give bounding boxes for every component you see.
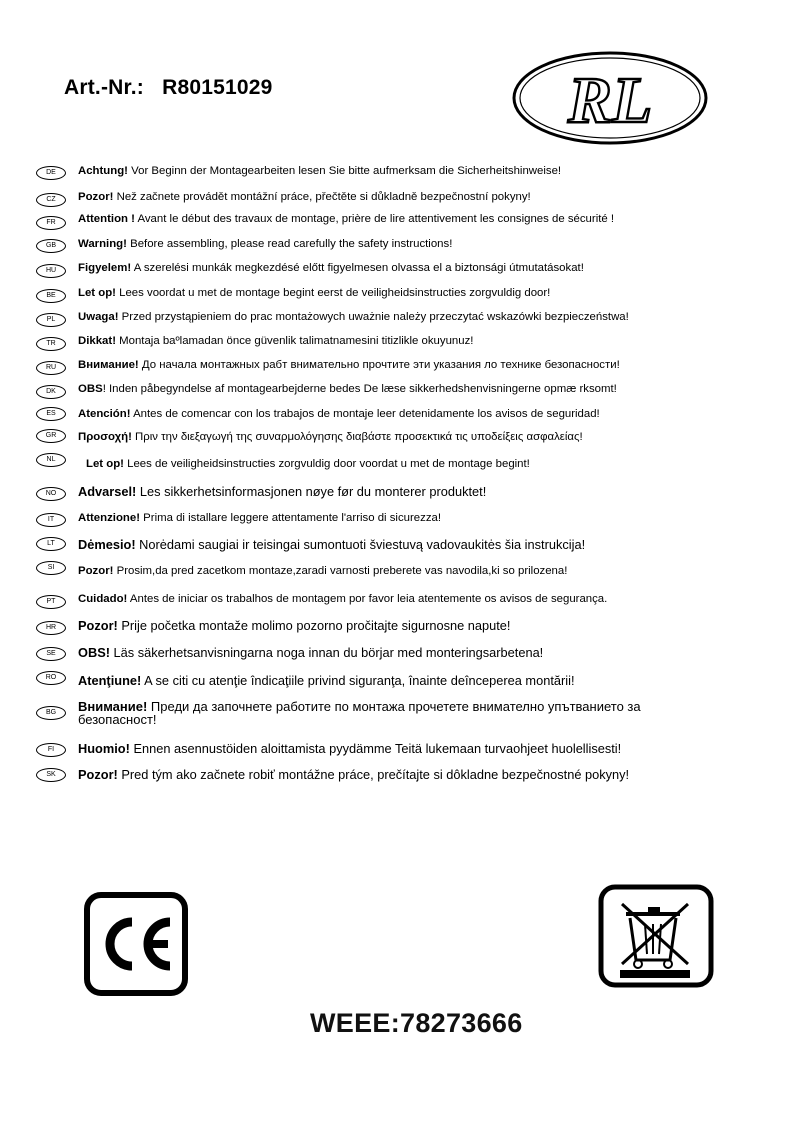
warning-text: Antes de comencar con los trabajos de montaje leer detenidamente los avisos de seguridad! <box>130 408 600 420</box>
warning-text: Pred tým ako začnete robiť montážne práce, prečítajte si dôkladne bezpečnostné pokyny! <box>117 767 630 782</box>
country-badge: SI <box>36 561 66 575</box>
warning-text: Než začnete provádět montážní práce, přečtěte si důkladně bezpečnostní pokyny! <box>113 191 531 203</box>
country-badge: HR <box>36 621 66 635</box>
logo-text: RL <box>567 64 653 137</box>
rl-logo <box>512 50 708 146</box>
warning-text: Norėdami saugiai ir teisingai sumontuoti šviestuvą vadovaukitės šia instrukcija! <box>135 537 586 552</box>
country-badge: SK <box>36 768 66 782</box>
country-badge: DE <box>36 166 66 180</box>
warning-text: Les sikkerhetsinformasjonen nøye før du monterer produktet! <box>136 484 487 499</box>
warning-text: Преди да започнете работите по монтажа прочетете внимателно упътванието за безопасност! <box>78 699 641 727</box>
warning-text: Prije početka montaže molimo pozorno pročitajte sigurnosne napute! <box>117 618 511 633</box>
warning-text: Prima di istallare leggere attentamente l'arriso di sicurezza! <box>140 512 442 524</box>
warning-text: Lees de veiligheidsinstructies zorgvuldig door voordat u met de montage begint! <box>123 458 530 470</box>
country-badge: DK <box>36 385 66 399</box>
warning-bold: Let op! <box>86 458 124 470</box>
country-badge: IT <box>36 513 66 527</box>
country-badge: GB <box>36 239 66 253</box>
article-number-title <box>64 76 272 100</box>
warning-text: Ennen asennustöiden aloittamista pyydämme Teitä lukemaan turvaohjeet huolellisesti! <box>129 741 622 756</box>
warning-text: Before assembling, please read carefully the safety instructions! <box>126 238 453 250</box>
warning-bold: OBS! <box>78 645 110 660</box>
warning-bold: Pozor! <box>78 565 114 577</box>
country-badge: FR <box>36 216 66 230</box>
country-badge: RO <box>36 671 66 685</box>
ce-mark-icon <box>84 892 188 996</box>
country-badge: BE <box>36 289 66 303</box>
country-badge: RU <box>36 361 66 375</box>
warning-text: Lees voordat u met de montage begint eerst de veiligheidsinstructies zorgvuldig door! <box>115 287 551 299</box>
warning-text: ! Inden påbegyndelse af montagearbejderne bedes De læse sikkerhedshenvisningerne opmæ rksomt! <box>102 383 617 395</box>
warning-text: Montaja baºlamadan önce güvenlik talimatnamesini titizlikle okuyunuz! <box>115 335 474 347</box>
warning-text: Prosim,da pred zacetkom montaze,zaradi varnosti preberete vas navodila,ki so prilozena! <box>113 565 568 577</box>
warning-bold: Dikkat! <box>78 335 116 347</box>
country-badge: BG <box>36 706 66 720</box>
country-badge: ES <box>36 407 66 421</box>
country-badge: PL <box>36 313 66 327</box>
warning-bold: Achtung! <box>78 165 128 177</box>
warning-bold: Pozor! <box>78 191 114 203</box>
warning-text: Vor Beginn der Montagearbeiten lesen Sie bitte aufmerksam die Sicherheitshinweise! <box>127 165 562 177</box>
country-badge: FI <box>36 743 66 757</box>
country-badge: SE <box>36 647 66 661</box>
country-badge: NO <box>36 487 66 501</box>
warning-bold: Cuidado! <box>78 593 128 605</box>
warning-bold: Pozor! <box>78 767 118 782</box>
country-badge: CZ <box>36 193 66 207</box>
warning-bold: Attention ! <box>78 213 135 225</box>
warning-text: До начала монтажных рабт внимательно прочтите эти указания ло технике безопасности! <box>138 359 620 371</box>
warning-text: Antes de iniciar os trabalhos de montagem por favor leia atentemente os avisos de segurança. <box>127 593 608 605</box>
warning-bold: Uwaga! <box>78 311 119 323</box>
country-badge: HU <box>36 264 66 278</box>
country-badge: GR <box>36 429 66 443</box>
warning-bold: Warning! <box>78 238 127 250</box>
warning-bold: Huomio! <box>78 741 130 756</box>
country-badge: LT <box>36 537 66 551</box>
article-number: R80151029 <box>162 76 273 99</box>
warning-bold: Pozor! <box>78 618 118 633</box>
warning-bold: Figyelem! <box>78 262 132 274</box>
article-label: Art.-Nr.: <box>64 76 144 99</box>
warning-bold: OBS <box>78 383 103 395</box>
warning-bold: Внимание! <box>78 699 148 714</box>
warning-bold: Внимание! <box>78 359 139 371</box>
warning-bold: Atenţiune! <box>78 673 142 688</box>
country-badge: TR <box>36 337 66 351</box>
warning-bold: Attenzione! <box>78 512 141 524</box>
warning-bold: Atención! <box>78 408 131 420</box>
warning-bold: Προσοχή! <box>78 431 132 443</box>
warning-bold: Advarsel! <box>78 484 137 499</box>
warning-text: Läs säkerhetsanvisningarna noga innan du börjar med monteringsarbetena! <box>110 645 544 660</box>
warning-text: Avant le début des travaux de montage, prière de lire attentivement les consignes de sécurité ! <box>134 213 615 225</box>
country-badge: PT <box>36 595 66 609</box>
weee-registration-number: WEEE:78273666 <box>310 1008 523 1038</box>
country-badge: NL <box>36 453 66 467</box>
weee-bin-icon <box>598 884 714 988</box>
warning-bold: Dėmesio! <box>78 537 136 552</box>
warning-text: Πριν την διεξαγωγή της συναρμολόγησης διαβάστε προσεκτικά τις υποδείξεις ασφαλείας! <box>131 431 583 443</box>
warning-text: Przed przystąpieniem do prac montażowych uważnie należy przeczytać wskazówki bezpieczeństwa! <box>118 311 629 323</box>
warning-text: A szerelési munkák megkezdésé előtt figyelmesen olvassa el a biztonsági útmutatásokat! <box>131 262 584 274</box>
warning-bold: Let op! <box>78 287 116 299</box>
warning-text: A se citi cu atenţie îndicaţiile privind siguranţa, înainte deînceperea montării! <box>141 673 575 688</box>
